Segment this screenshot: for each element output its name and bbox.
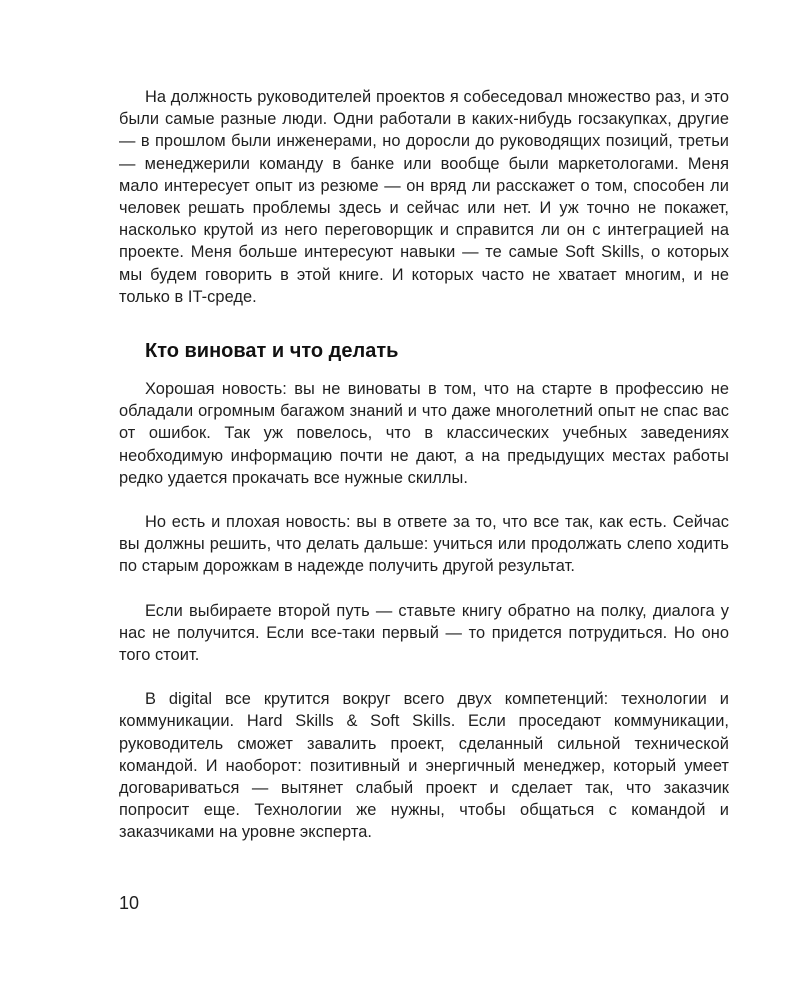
section-paragraph-4: В digital все крутится вокруг всего двух компетенций: технологии и коммуникации. Hard Skills & Soft Skills. Если проседают коммуникации, руководитель сможет завалить проект, сделанный сильной технической командой. И наоборот: позитивный и энергичный менеджер, который умеет договариваться — вытянет слабый проект и сделает так, что заказчик попросит еще. Технологии же нужны, чтобы общаться с командой и заказчиками на уровне эксперта. — [119, 690, 729, 842]
section-paragraph-1: Хорошая новость: вы не виноваты в том, что на старте в профессию не обладали огромным багажом знаний и что даже многолетний опыт не спас вас от ошибок. Так уж повелось, что в классических учебных заведениях необходимую информацию почти не дают, а на предыдущих местах работы редко удается прокачать все нужные скиллы. — [119, 380, 729, 487]
page-number: 10 — [119, 893, 140, 913]
intro-paragraph: На должность руководителей проектов я собеседовал множество раз, и это были самые разные люди. Одни работали в каких-нибудь госзакупках, другие — в прошлом были инженерами, но доросли до руководящих позиций, третьи — менеджерили команду в банке или вообще были маркетологами. Меня мало интересует опыт из резюме — он вряд ли расскажет о том, способен ли человек решать проблемы здесь и сейчас или нет. И уж точно не покажет, насколько крутой из него переговорщик и справится ли он с интеграцией на проекте. Меня больше интересуют навыки — те самые Soft Skills, о которых мы будем говорить в этой книге. И которых часто не хватает многим, и не только в IT-среде. — [119, 88, 729, 306]
section-paragraph-2: Но есть и плохая новость: вы в ответе за то, что все так, как есть. Сейчас вы должны решить, что делать дальше: учиться или продолжать слепо ходить по старым дорожкам в надежде получить другой результат. — [119, 513, 729, 576]
page-body — [119, 86, 729, 844]
section-heading: Кто виноват и что делать — [145, 340, 399, 363]
section-paragraph-3: Если выбираете второй путь — ставьте книгу обратно на полку, диалога у нас не получится. Если все-таки первый — то придется потрудиться. Но оно того стоит. — [119, 601, 729, 665]
